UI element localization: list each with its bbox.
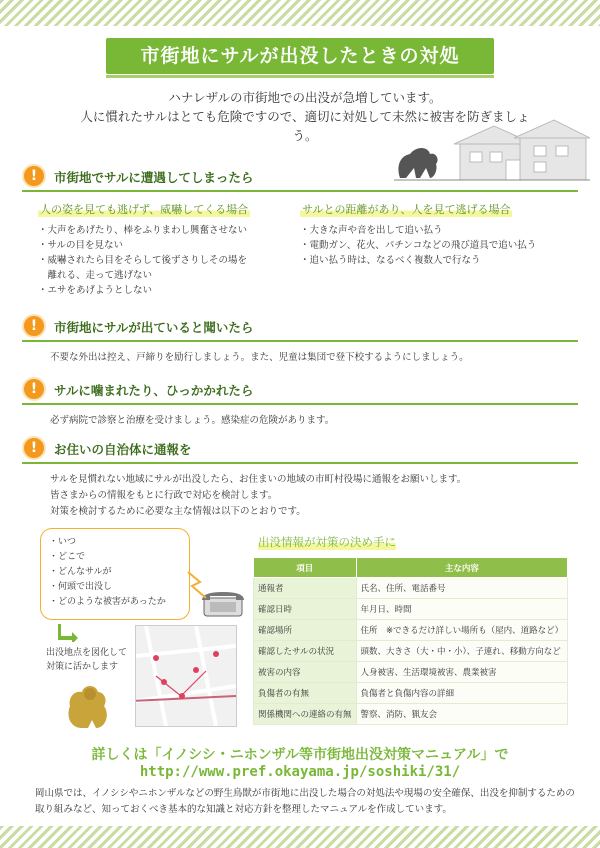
item-cell: 確認日時 (254, 599, 357, 620)
text-line: 皆さまからの情報をもとに行政で対応を検討します。 (50, 490, 278, 501)
fleeing-case-list (300, 223, 578, 268)
table-row (254, 599, 568, 620)
item-cell: 確認場所 (254, 620, 357, 641)
table-row (254, 578, 568, 599)
manual-url-link[interactable]: http://www.pref.okayama.jp/soshiki/31/ (139, 764, 461, 780)
text-line: サルを見慣れない地域にサルが出没したら、お住まいの地域の市町村役場に通報をお願いします。 (50, 474, 467, 485)
column-header: 主な内容 (356, 558, 568, 578)
footer-text: 岡山県では、イノシシやニホンザルなどの野生鳥獣が市街地に出没した場合の対処法や現場の安全確保、出没を抑制するための取り組みなど、知っておくべき基本的な知識と対応方針を整理したマニュアルを作成しています。 (35, 788, 575, 815)
item-cell: 関係機関への連絡の有無 (254, 704, 357, 725)
table-row (254, 641, 568, 662)
text-line: 対策を検討するために必要な主な情報は以下のとおりです。 (50, 506, 306, 517)
content-cell: 氏名、住所、電話番号 (356, 578, 568, 599)
table-row (254, 704, 568, 725)
item-cell: 被害の内容 (254, 662, 357, 683)
content-cell: 頭数、大きさ（大・中・小）、子連れ、移動方向など (356, 641, 568, 662)
section-sighting-report (22, 318, 578, 366)
list-item: ・どんなサルが (49, 567, 112, 577)
warning-icon: ! (22, 377, 46, 401)
section-title: 市街地にサルが出ていると聞いたら (54, 320, 254, 335)
item-cell: 通報者 (254, 578, 357, 599)
top-stripe-border (0, 0, 600, 26)
section-notify (22, 440, 578, 520)
content-cell: 人身被害、生活環境被害、農業被害 (356, 662, 568, 683)
list-item: 離れる、走って逃げない (38, 270, 153, 281)
content-cell: 負傷者と負傷内容の詳細 (356, 683, 568, 704)
section-text: 必ず病院で診察と治療を受けましょう。感染症の危険があります。 (50, 415, 335, 426)
warning-icon: ! (22, 314, 46, 338)
section-header (22, 168, 578, 192)
section-title: 市街地でサルに遭遇してしまったら (54, 170, 254, 185)
manual-reference: 詳しくは「イノシシ・ニホンザル等市街地出没対策マニュアル」で (91, 747, 509, 763)
map-caption-line: 出没地点を図化して (46, 648, 128, 658)
list-item: ・いつ (49, 537, 77, 547)
list-item: ・サルの目を見ない (38, 240, 124, 251)
section-encounter (22, 168, 578, 296)
section-title: サルに噛まれたり、ひっかかれたら (54, 383, 254, 398)
map-caption-line: 対策に活かします (46, 662, 119, 672)
warning-icon: ! (22, 164, 46, 188)
page-title: 市街地にサルが出没したときの対処 (106, 38, 494, 74)
section-header (22, 381, 578, 405)
list-item: ・追い払う時は、なるべく複数人で行なう (300, 255, 481, 266)
list-item: ・エサをあげようとしない (38, 285, 153, 296)
list-item: ・電動ガン、花火、パチンコなどの飛び道具で追い払う (300, 240, 537, 251)
map-caption (46, 646, 127, 674)
section-bite (22, 381, 578, 429)
threatening-case-heading: 人の姿を見ても逃げず、威嚇してくる場合 (40, 203, 249, 216)
table-header-row (254, 558, 568, 578)
report-info-table (253, 557, 568, 725)
list-item: ・どこで (49, 552, 86, 562)
info-checklist-bubble (40, 528, 190, 620)
table-heading: 出没情報が対策の決め手に (258, 535, 396, 549)
table-row (254, 662, 568, 683)
fleeing-case-heading: サルとの距離があり、人を見て逃げる場合 (302, 203, 511, 216)
list-item: ・大声をあげたり、棒をふりまわし興奮させない (38, 225, 248, 236)
table-row (254, 683, 568, 704)
sighting-map (135, 625, 237, 727)
item-cell: 確認したサルの状況 (254, 641, 357, 662)
list-item: ・大きな声や音を出して追い払う (300, 225, 443, 236)
lightning-icon (186, 570, 208, 600)
monkey-icon (62, 680, 116, 730)
content-cell: 警察、消防、猟友会 (356, 704, 568, 725)
table-row (254, 620, 568, 641)
list-item: ・何頭で出没し (49, 582, 113, 592)
content-cell: 住所 ※できるだけ詳しい場所も（屋内、道路など） (356, 620, 568, 641)
warning-icon: ! (22, 436, 46, 460)
section-header (22, 440, 578, 464)
section-text (50, 472, 578, 520)
intro-line: ハナレザルの市街地での出没が急増しています。 (168, 90, 442, 105)
bottom-stripe-border (0, 826, 600, 848)
threatening-case-list (38, 223, 308, 298)
column-header: 項目 (254, 558, 357, 578)
list-item: ・どのような被害があったか (49, 597, 166, 607)
item-cell: 負傷者の有無 (254, 683, 357, 704)
list-item: ・威嚇されたら目をそらして後ずさりしその場を (38, 255, 248, 266)
section-header (22, 318, 578, 342)
arrow-icon (58, 624, 80, 642)
intro-line: 人に慣れたサルはとても危険ですので、適切に対処して未然に被害を防ぎましょう。 (80, 109, 530, 143)
section-text: 不要な外出は控え、戸締りを励行しましょう。また、児童は集団で登下校するようにしましょう。 (50, 352, 469, 363)
content-cell: 年月日、時間 (356, 599, 568, 620)
section-title: お住いの自治体に通報を (54, 442, 192, 457)
